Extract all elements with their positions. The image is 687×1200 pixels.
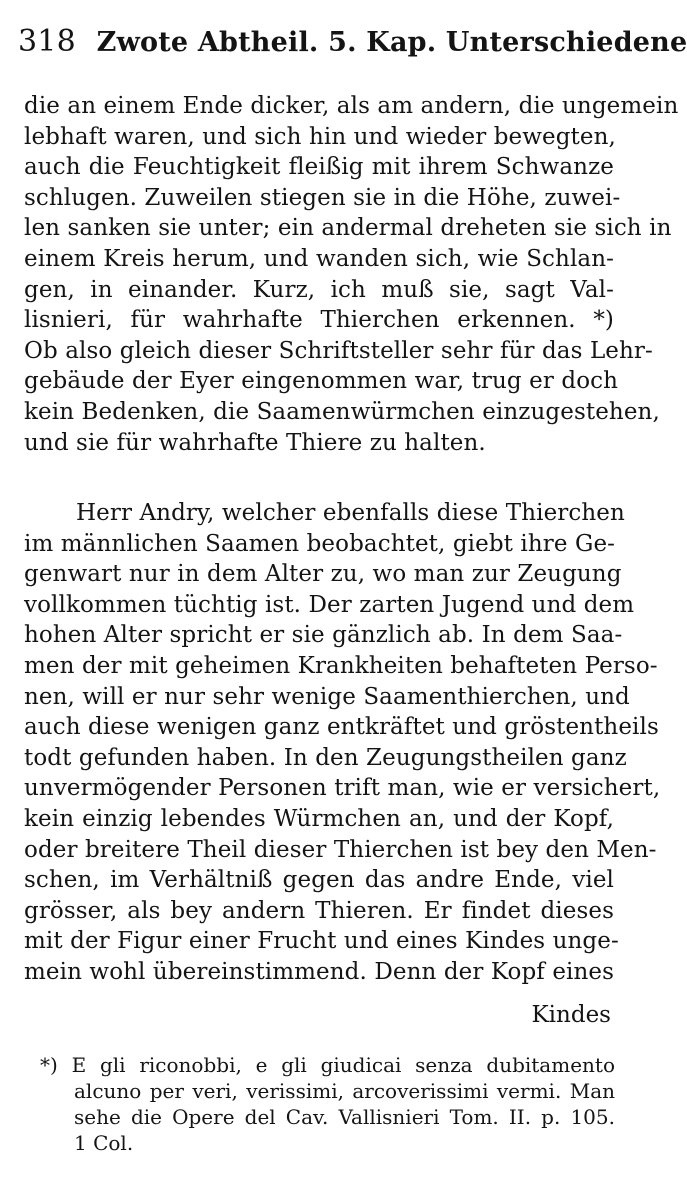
text-line: grösser, als bey andern Thieren. Er findet dieses xyxy=(24,897,614,924)
text-line: und sie für wahrhafte Thiere zu halten. xyxy=(24,429,486,456)
text-line: men der mit geheimen Krankheiten behafteten Perso- xyxy=(24,652,658,679)
text-line: lisnieri, für wahrhafte Thierchen erkennen. *) xyxy=(24,307,614,334)
text-line: vollkommen tüchtig ist. Der zarten Jugend und dem xyxy=(24,591,635,618)
text-line: kein Bedenken, die Saamenwürmchen einzugestehen, xyxy=(24,398,660,425)
footnote-line: alcuno per veri, verissimi, arcoverissimi vermi. Man xyxy=(74,1079,615,1103)
text-line: oder breitere Theil dieser Thierchen ist bey den Men- xyxy=(24,836,657,863)
text-line: lebhaft waren, und sich hin und wieder bewegten, xyxy=(24,123,616,150)
footnote-line: *) E gli riconobbi, e gli giudicai senza dubitamento xyxy=(40,1053,615,1077)
text-line: gebäude der Eyer eingenommen war, trug er doch xyxy=(24,368,619,395)
running-header xyxy=(18,24,687,59)
footnote xyxy=(40,1052,615,1156)
paragraph-1 xyxy=(24,91,679,458)
running-title: Zwote Abtheil. 5. Kap. Unterschiedene xyxy=(96,27,687,58)
text-line: kein einzig lebendes Würmchen an, und der Kopf, xyxy=(24,805,614,832)
text-line: unvermögender Personen trift man, wie er versichert, xyxy=(24,775,661,802)
text-line: todt gefunden haben. In den Zeugungstheilen ganz xyxy=(24,744,627,771)
text-line: len sanken sie unter; ein andermal dreheten sie sich in xyxy=(24,215,672,242)
text-line: auch die Feuchtigkeit fleißig mit ihrem Schwanze xyxy=(24,154,614,181)
text-line: gen, in einander. Kurz, ich muß sie, sagt Val- xyxy=(24,276,614,303)
text-line: genwart nur in dem Alter zu, wo man zur Zeugung xyxy=(24,561,622,588)
text-line: Ob also gleich dieser Schriftsteller sehr für das Lehr- xyxy=(24,337,653,364)
text-line: mit der Figur einer Frucht und eines Kindes unge- xyxy=(24,928,619,955)
text-line: mein wohl übereinstimmend. Denn der Kopf eines xyxy=(24,958,615,985)
text-line: schen, im Verhältniß gegen das andre Ende, viel xyxy=(24,867,614,894)
paragraph-2 xyxy=(24,498,661,988)
footnote-line: 1 Col. xyxy=(74,1131,134,1155)
text-line: im männlichen Saamen beobachtet, giebt ihre Ge- xyxy=(24,530,616,557)
text-line: hohen Alter spricht er sie gänzlich ab. In dem Saa- xyxy=(24,622,623,649)
catchword: Kindes xyxy=(531,1002,611,1028)
text-line: einem Kreis herum, und wanden sich, wie Schlan- xyxy=(24,245,614,272)
text-line: schlugen. Zuweilen stiegen sie in die Höhe, zuwei- xyxy=(24,184,621,211)
text-line: auch diese wenigen ganz entkräftet und gröstentheils xyxy=(24,714,659,741)
text-line: nen, will er nur sehr wenige Saamenthierchen, und xyxy=(24,683,630,710)
text-line: die an einem Ende dicker, als am andern, die ungemein xyxy=(24,93,679,119)
footnote-line: sehe die Opere del Cav. Vallisnieri Tom. II. p. 105. xyxy=(74,1105,615,1129)
text-line: Herr Andry, welcher ebenfalls diese Thierchen xyxy=(76,500,625,526)
page-number: 318 xyxy=(18,24,76,59)
